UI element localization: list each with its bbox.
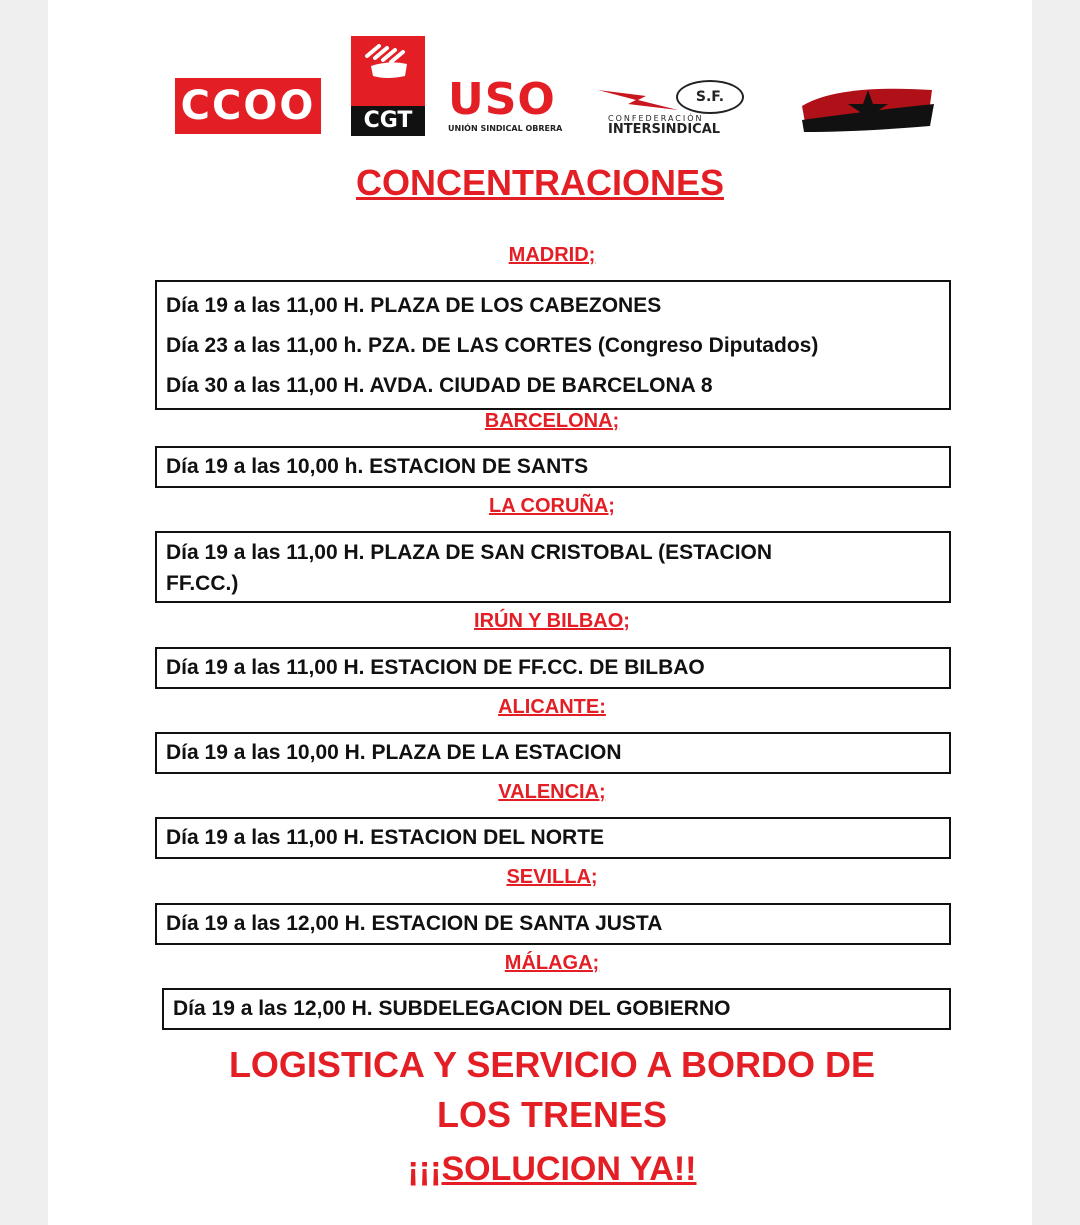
- schedule-box: [155, 732, 951, 774]
- schedule-row: Día 19 a las 12,00 H. SUBDELEGACION DEL GOBIERNO: [173, 997, 731, 1020]
- schedule-box: [155, 903, 951, 945]
- solidaridad-obrera-logo: [798, 76, 938, 136]
- ccoo-logo: CCOO: [175, 78, 321, 134]
- city-heading: MÁLAGA;: [504, 952, 600, 974]
- city-heading: LA CORUÑA;: [489, 495, 615, 517]
- schedule-box: [162, 988, 951, 1030]
- city-heading: MADRID;: [508, 244, 596, 266]
- schedule-box: [155, 817, 951, 859]
- star-icon: [798, 76, 938, 136]
- intersindical-name: INTERSINDICAL: [608, 122, 721, 137]
- schedule-box: [155, 446, 951, 488]
- cgt-label: CGT: [351, 106, 425, 136]
- sf-badge: S.F.: [676, 80, 744, 114]
- city-heading: IRÚN Y BILBAO;: [474, 610, 630, 632]
- intersindical-conf: CONFEDERACIÓN: [608, 114, 704, 123]
- schedule-row: Día 19 a las 11,00 H. PLAZA DE LOS CABEZONES: [166, 294, 662, 317]
- schedule-box: [155, 647, 951, 689]
- schedule-box: [155, 280, 951, 410]
- schedule-row: Día 19 a las 11,00 H. PLAZA DE SAN CRISTOBAL (ESTACION: [166, 541, 773, 564]
- lightning-icon: [598, 86, 678, 116]
- schedule-row: Día 23 a las 11,00 h. PZA. DE LAS CORTES (Congreso Diputados): [166, 334, 819, 357]
- fist-icon: [361, 42, 415, 82]
- intersindical-logo: [598, 80, 748, 136]
- footer-slogan: ¡¡¡SOLUCION YA!!: [407, 1150, 697, 1188]
- schedule-row: FF.CC.): [166, 572, 239, 595]
- schedule-box: [155, 531, 951, 603]
- schedule-row: Día 30 a las 11,00 H. AVDA. CIUDAD DE BARCELONA 8: [166, 374, 713, 397]
- schedule-row: Día 19 a las 11,00 H. ESTACION DEL NORTE: [166, 826, 605, 849]
- schedule-row: Día 19 a las 10,00 H. PLAZA DE LA ESTACION: [166, 741, 622, 764]
- city-heading: SEVILLA;: [506, 866, 598, 888]
- logo-strip: [0, 0, 1080, 150]
- city-heading: BARCELONA;: [484, 410, 620, 432]
- schedule-row: Día 19 a las 11,00 H. ESTACION DE FF.CC. DE BILBAO: [166, 656, 705, 679]
- footer-headline: [0, 1040, 1080, 1140]
- footer-line-2: LOS TRENES: [436, 1094, 668, 1135]
- city-heading: ALICANTE:: [498, 696, 606, 718]
- footer-line-1: LOGISTICA Y SERVICIO A BORDO DE: [228, 1044, 876, 1085]
- schedule-row: Día 19 a las 12,00 H. ESTACION DE SANTA JUSTA: [166, 912, 663, 935]
- uso-label: USO: [448, 74, 556, 125]
- uso-logo: [448, 74, 570, 134]
- cgt-logo: [351, 36, 425, 136]
- city-heading: VALENCIA;: [498, 781, 606, 803]
- page-title: CONCENTRACIONES: [355, 162, 724, 203]
- schedule-row: Día 19 a las 10,00 h. ESTACION DE SANTS: [166, 455, 589, 478]
- uso-subtitle: UNIÓN SINDICAL OBRERA: [448, 124, 563, 133]
